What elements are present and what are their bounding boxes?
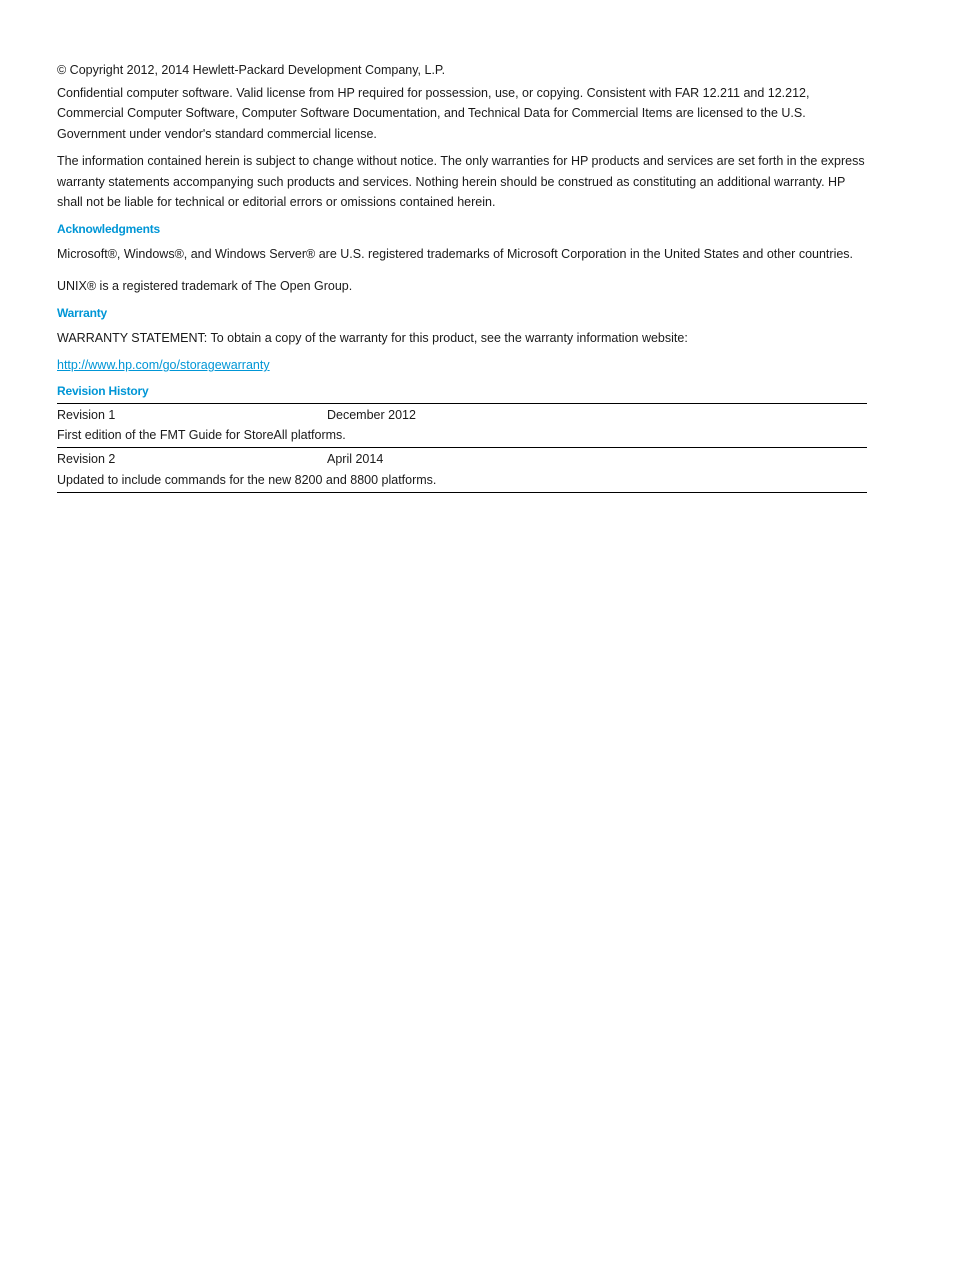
warranty-link-row xyxy=(57,355,867,376)
revision-history-table xyxy=(57,403,867,493)
revision-entry xyxy=(57,448,867,493)
warranty-notice-paragraph: The information contained herein is subject to change without notice. The only warranties for HP products and services are set forth in the express warranty statements accompanying such products and services. Nothing herein should be construed as constituting an additional warranty. HP shall not be liable for technical or editorial errors or omissions contained herein. xyxy=(57,154,865,209)
revision-number: Revision 1 xyxy=(57,407,116,422)
revision-number: Revision 2 xyxy=(57,452,116,466)
revision-description: Updated to include commands for the new 8200 and 8800 platforms. xyxy=(57,472,437,487)
acknowledgments-heading: Acknowledgments xyxy=(57,221,161,236)
revision-history-heading: Revision History xyxy=(57,383,149,398)
unix-trademark-text: UNIX® is a registered trademark of The Open Group. xyxy=(57,279,353,293)
revision-entry xyxy=(57,404,867,449)
license-paragraph: Confidential computer software. Valid license from HP required for possession, use, or copying. Consistent with FAR 12.211 and 12.212, Commercial Computer Software, Computer Software Documentation, and Technical Data for Commercial Items are licensed to the U.S. Government under vendor's standard commercial license. xyxy=(57,85,810,141)
warranty-statement: WARRANTY STATEMENT: To obtain a copy of the warranty for this product, see the warranty information website: xyxy=(57,330,688,345)
document-page xyxy=(57,60,867,493)
revision-date: April 2014 xyxy=(327,452,384,466)
revision-header-line xyxy=(57,405,867,426)
warranty-heading: Warranty xyxy=(57,305,107,320)
microsoft-trademark-text: Microsoft®, Windows®, and Windows Server® are U.S. registered trademarks of Microsoft Corporation in the United States and other countries. xyxy=(57,246,854,261)
warranty-website-link[interactable]: http://www.hp.com/go/storagewarranty xyxy=(57,358,270,372)
copyright-notice: © Copyright 2012, 2014 Hewlett-Packard Development Company, L.P. xyxy=(57,63,446,77)
revision-description: First edition of the FMT Guide for StoreAll platforms. xyxy=(57,428,346,442)
revision-header-line xyxy=(57,449,867,470)
revision-date: December 2012 xyxy=(327,407,416,422)
